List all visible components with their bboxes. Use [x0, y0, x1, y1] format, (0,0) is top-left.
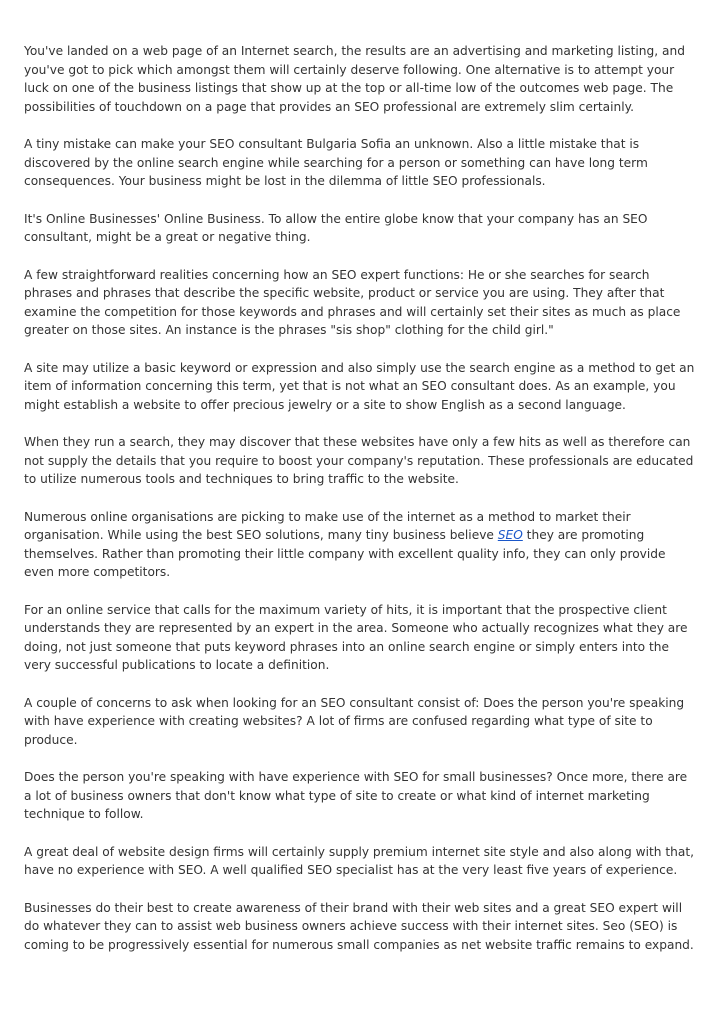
paragraph-5: A site may utilize a basic keyword or expression and also simply use the search engine as a method to get an item of information concerning this term, yet that is not what an SEO consultant does. As an example, you might establish a website to offer precious jewelry or a site to show English as a second language. — [24, 360, 695, 412]
paragraph-8: For an online service that calls for the maximum variety of hits, it is important that the prospective client understands they are represented by an expert in the area. Someone who actually recognizes what they are doing, not just someone that puts keyword phrases into an online search engine or simply enters into the very successful publications to locate a definition. — [24, 602, 688, 672]
paragraph-12: Businesses do their best to create awareness of their brand with their web sites and a great SEO expert will do whatever they can to assist web business owners achieve success with their internet sites. Seo (SEO) is coming to be progressively essential for numerous small companies as net website traffic remains to expand. — [24, 900, 694, 952]
article-body — [24, 42, 696, 973]
paragraph-10: Does the person you're speaking with have experience with SEO for small businesses? Once more, there are a lot of business owners that don't know what type of site to create or what kind of internet marketing technique to follow. — [24, 770, 688, 821]
paragraph-7-text-after: they are promoting themselves. Rather than promoting their little company with excellent quality info, they can only provide even more competitors. — [24, 528, 666, 579]
paragraph-2: A tiny mistake can make your SEO consultant Bulgaria Sofia an unknown. Also a little mistake that is discovered by the online search engine while searching for a person or something can have long term consequences. Your business might be lost in the dilemma of little SEO professionals. — [24, 137, 648, 188]
paragraph-4: A few straightforward realities concerning how an SEO expert functions: He or she searches for search phrases and phrases that describe the specific website, product or service you are using. They after that examine the competition for those keywords and phrases and will certainly set their sites as much as place greater on those sites. An instance is the phrases "sis shop" clothing for the child girl." — [24, 267, 681, 337]
paragraph-1: You've landed on a web page of an Internet search, the results are an advertising and marketing listing, and you've got to pick which amongst them will certainly deserve following. One alternative is to attempt your luck on one of the business listings that show up at the top or all-time low of the outcomes web page. The possibilities of touchdown on a page that provides an SEO professional are extremely slim certainly. — [24, 44, 685, 114]
paragraph-6: When they run a search, they may discover that these websites have only a few hits as well as therefore can not supply the details that you require to boost your company's reputation. These professionals are educated to utilize numerous tools and techniques to bring traffic to the website. — [24, 435, 694, 486]
paragraph-3: It's Online Businesses' Online Business. To allow the entire globe know that your company has an SEO consultant, might be a great or negative thing. — [24, 211, 648, 244]
seo-link[interactable]: SEO — [497, 528, 523, 542]
paragraph-7 — [24, 508, 696, 582]
paragraph-9: A couple of concerns to ask when looking for an SEO consultant consist of: Does the person you're speaking with have experience with creating websites? A lot of firms are confused regarding what type of site to produce. — [24, 695, 685, 747]
paragraph-11: A great deal of website design firms will certainly supply premium internet site style and also along with that, have no experience with SEO. A well qualified SEO specialist has at the very least five years of experience. — [24, 844, 695, 877]
paragraph-7-text-before: Numerous online organisations are picking to make use of the internet as a method to market their organisation. While using the best SEO solutions, many tiny business believe — [24, 509, 631, 542]
